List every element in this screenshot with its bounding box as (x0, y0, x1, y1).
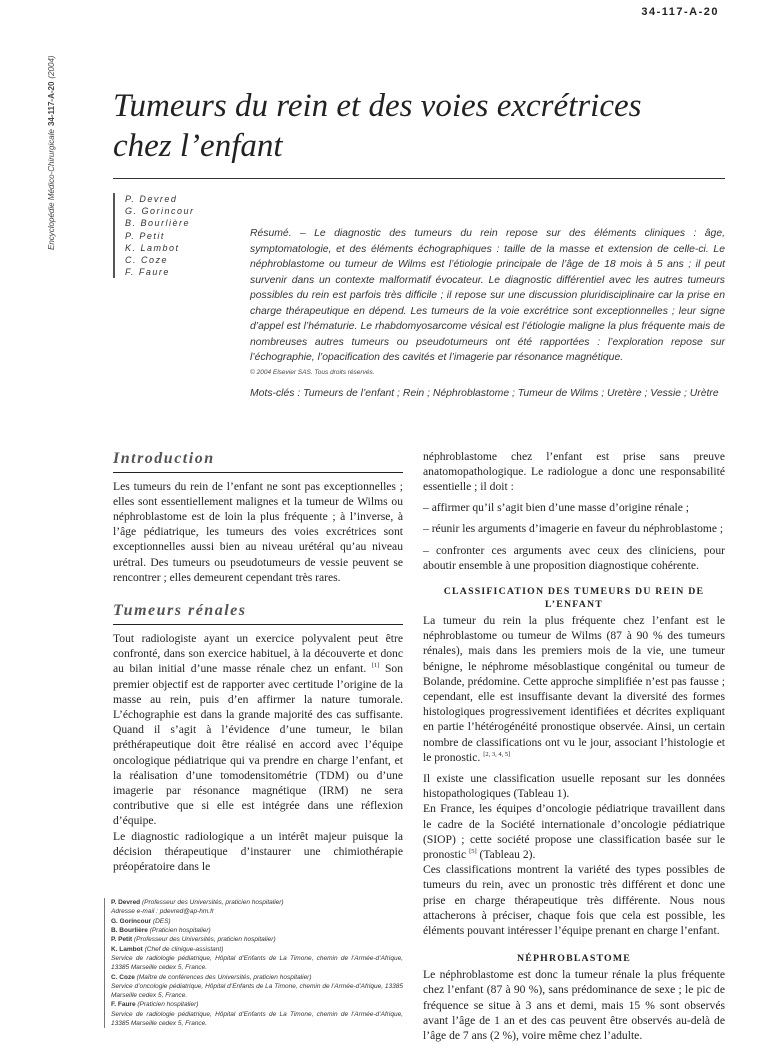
footnote-line: Service d’oncologie pédiatrique, Hôpital d’Enfants de La Timone, chemin de l’Armée-d’Afrique, 13385 Marseille cedex 5, France. (111, 982, 403, 1000)
author: P. Devred (125, 194, 178, 204)
keywords: Mots-clés : Tumeurs de l’enfant ; Rein ; Néphroblastome ; Tumeur de Wilms ; Uretère ; Vessie ; Urètre (250, 387, 719, 399)
text: Tout radiologiste ayant un exercice polyvalent peut être confronté, dans son exercice habituel, à la découverte et donc au bilan initial d’une masse rénale chez un enfant. (113, 631, 403, 676)
side-journal-label (47, 10, 56, 250)
paragraph: néphroblastome chez l’enfant est prise sans preuve anatomopathologique. Le radiologue a donc une responsabilité essentielle ; il doit : (423, 449, 725, 493)
footnote-line: Adresse e-mail : pdevred@ap-hm.fr (111, 908, 215, 916)
fn-name: F. Faure (111, 1001, 136, 1009)
body-columns (113, 449, 725, 1044)
author-affiliations (104, 898, 403, 1028)
list-item: – confronter ces arguments avec ceux des cliniciens, pour aboutir ensemble à une proposition diagnostique cohérente. (423, 543, 725, 572)
footnote-line (111, 973, 403, 982)
fn-name: G. Gorincour (111, 917, 152, 925)
footnote-line (111, 945, 403, 954)
author: K. Lambot (125, 242, 180, 253)
paragraph: Il existe une classification usuelle reposant sur les données histopathologiques (Tableau 1). (423, 771, 725, 801)
fn-role: (Praticien hospitalier) (149, 927, 211, 935)
author: G. Gorincour (125, 206, 195, 217)
abstract: Résumé. – Le diagnostic des tumeurs du rein repose sur des éléments cliniques : âge, symptomatologie, et des éléments échographiques : taille de la masse et extension de celle-ci. Le néphroblastome ou tumeur de Wilms est l’étiologie principale de l’âge de 18 mois à 5 ans ; il peut survenir dans un contexte malformatif évocateur. Le diagnostic différentiel avec les autres tumeurs possibles du rein est parfois très difficile ; il repose sur une discussion pluridisciplinaire car la prise en charge thérapeutique en dépend. Les tumeurs de la voie excrétrice sont exceptionnelles ; leur signe d’appel est l’hématurie. Le rhabdomyosarcome vésical est l’étiologie maligne la plus fréquente mais de nombreuses autres tumeurs ou pseudotumeurs ont été rapportées : l’exploration repose sur l’échographie, l’opacification des cavités et l’imagerie par résonance magnétique. (250, 228, 725, 363)
footnote-line: Service de radiologie pédiatrique, Hôpital d’Enfants de La Timone, chemin de l’Armée-d’Afrique, 13385 Marseille cedex 5, France. (111, 1010, 403, 1028)
footnote-line (111, 1000, 403, 1009)
abstract-block (250, 226, 725, 401)
renal-paragraph-1 (113, 631, 403, 829)
left-column (113, 449, 403, 1044)
fn-name: B. Bourlière (111, 927, 148, 935)
side-ref: 34-117-A-20 (47, 81, 56, 127)
fn-name: P. Petit (111, 936, 133, 944)
subsection-heading-classification: CLASSIFICATION DES TUMEURS DU REIN DE L’ENFANT (443, 585, 705, 610)
fn-role: (Professeur des Universités, praticien hospitalier) (141, 899, 284, 907)
author: P. Petit (125, 230, 165, 241)
section-heading-introduction: Introduction (113, 449, 403, 473)
footnote-line: Service de radiologie pédiatrique, Hôpital d’Enfants de La Timone, chemin de l’Armée-d’Afrique, 13385 Marseille cedex 5, France. (111, 954, 403, 972)
text: En France, les équipes d’oncologie pédiatrique travaillent dans le cadre de la Société internationale d’oncologie pédiatrique (SIOP) ; cette société propose une classification basée sur le pronostic (423, 802, 725, 861)
text: (Tableau 2). (476, 847, 536, 861)
intro-paragraph: Les tumeurs du rein de l’enfant ne sont pas exceptionnelles ; elles sont essentiellement malignes et la tumeur de Wilms ou néphroblastome est de loin la plus fréquente ; à l’inverse, à l’âge pédiatrique, les tumeurs des voies excrétrices sont exceptionnelles aussi bien au niveau urétéral qu’au niveau urétral. Des tumeurs ou pseudotumeurs de vessie peuvent se rencontrer ; elles demeurent cependant très rares. (113, 479, 403, 584)
fn-role: (Professeur des Universités, praticien hospitalier) (134, 936, 276, 944)
article (113, 86, 725, 1063)
author: F. Faure (125, 267, 170, 278)
subsection-heading-nephroblastome: NÉPHROBLASTOME (516, 953, 632, 965)
section-heading-tumeurs-renales: Tumeurs rénales (113, 601, 403, 625)
fn-name: C. Coze (111, 973, 135, 981)
journal-name: Encyclopédie Médico-Chirurgicale (47, 129, 56, 250)
text: Son premier objectif est de rapporter avec certitude l’origine de la masse au rein, puis d’en affirmer la nature tumorale. L’échographie est dans la grande majorité des cas suffisante. Quand il s’agit à l’évidence d’une tumeur, le bilan préthérapeutique doit être réalisé en accord avec l’équipe oncologique pédiatrique qui va prendre en charge l’enfant, et la réalisation d’une tomodensitométrie (TDM) ou d’une imagerie par résonance magnétique (IRM) ne sera contributive que si elle est intégrée dans une réflexion d’équipe. (113, 662, 403, 828)
title-line-1: Tumeurs du rein et des voies excrétrices (113, 88, 642, 124)
fn-role: (Maître de conférences des Universités, praticien hospitalier) (136, 973, 312, 981)
citation: [2, 3, 4, 5] (483, 750, 511, 758)
author: B. Bourlière (125, 218, 191, 229)
reference-code: 34-117-A-20 (641, 6, 719, 18)
author-list (113, 193, 237, 278)
copyright: © 2004 Elsevier SAS. Tous droits réservés. (250, 368, 375, 376)
title-divider (113, 178, 725, 179)
paragraph: Ces classifications montrent la variété des types possibles de tumeurs du rein, avec un pronostic très différent et donc une prise en charge thérapeutique très différente. Nous nous attacherons à préciser, chaque fois que cela est possible, les éléments pouvant intéresser l’équipe prenant en charge l’enfant. (423, 863, 725, 937)
citation: [5] (469, 848, 477, 856)
paragraph: Le néphroblastome est donc la tumeur rénale la plus fréquente chez l’enfant (87 à 90 %), sans prédominance de sexe ; le pic de fréquence se situe à 3 ans et demi, mais 15 % sont observés avant l’âge de 1 an et des cas peuvent être observés au-delà de l’âge de 7 ans (2 %), voire même chez l’adulte. (423, 968, 725, 1042)
citation: [1] (371, 662, 380, 670)
footnote-line (111, 917, 403, 926)
author: C. Coze (125, 255, 169, 266)
fn-role: (DES) (152, 917, 171, 925)
article-header (113, 193, 725, 401)
side-year: (2004) (47, 55, 56, 79)
list-item: – réunir les arguments d’imagerie en faveur du néphroblastome ; (423, 522, 724, 536)
fn-name: P. Devred (111, 899, 141, 907)
fn-role: (Praticien hospitalier) (137, 1001, 199, 1009)
fn-name: K. Lambot (111, 945, 143, 953)
footnote-line (111, 926, 403, 935)
list-item: – affirmer qu’il s’agit bien d’une masse d’origine rénale ; (423, 501, 690, 515)
footnote-line (111, 935, 403, 944)
right-column (423, 449, 725, 1044)
footnote-line (111, 898, 403, 907)
article-title (113, 86, 725, 166)
fn-role: (Chef de clinique-assistant) (144, 945, 224, 953)
text: La tumeur du rein la plus fréquente chez l’enfant est le néphroblastome ou tumeur de Wilms (87 à 90 % des tumeurs rénales), mais dans les premiers mois de la vie, une tumeur bénigne, le néphrome mésoblastique congénital ou tumeur de Bolande, prédomine. Cette approche simplifiée n’est pas fausse ; cependant, elle est insuffisante devant la diversité des formes histologiques progressivement identifiées et décrites expliquant en partie l’hétérogénéité pronostique observée. Ainsi, un certain nombre de classifications ont vu le jour, associant l’histologie et le pronostic. (423, 613, 725, 764)
title-line-2: chez l’enfant (113, 128, 283, 164)
renal-paragraph-2: Le diagnostic radiologique a un intérêt majeur puisque la décision thérapeutique d’instaurer une chimiothérapie préopératoire dans le (113, 829, 403, 873)
paragraph (423, 613, 725, 765)
paragraph (423, 801, 725, 862)
